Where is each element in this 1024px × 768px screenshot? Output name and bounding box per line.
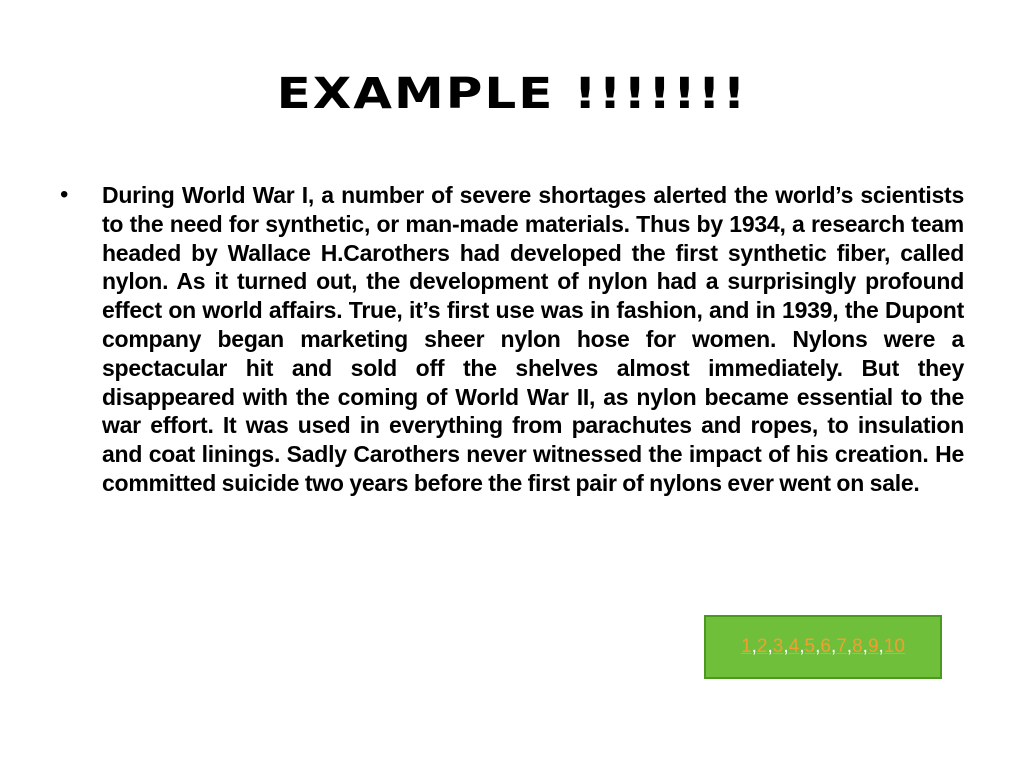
nav-separator: , (783, 636, 789, 657)
nav-link-9[interactable]: 9 (867, 636, 879, 657)
nav-separator: , (815, 636, 821, 657)
bullet-item (60, 181, 964, 498)
nav-link-5[interactable]: 5 (804, 636, 816, 657)
bullet-text: During World War I, a number of severe shortages alerted the world’s scientists to the need for synthetic, or man-made materials. Thus by 1934, a research team headed by Wallace H.Carothers had developed the first synthetic fiber, called nylon. As it turned out, the development of nylon had a surprisingly profound effect on world affairs. True, it’s first use was in fashion, and in 1939, the Dupont company began marketing sheer nylon hose for women. Nylons were a spectacular hit and sold off the shelves almost immediately. But they disappeared with the coming of World War II, as nylon became essential to the war effort. It was used in everything from parachutes and ropes, to insulation and coat linings. Sadly Carothers never witnessed the impact of his creation. He committed suicide two years before the first pair of nylons ever went on sale. (102, 182, 964, 496)
nav-link-8[interactable]: 8 (852, 636, 863, 657)
nav-link-2[interactable]: 2 (756, 636, 768, 657)
slide-title: EXAMPLE !!!!!!! (276, 68, 748, 119)
nav-link-3[interactable]: 3 (772, 636, 784, 657)
nav-link-10[interactable]: 10 (883, 636, 905, 657)
nav-separator: , (846, 636, 853, 657)
nav-link-4[interactable]: 4 (788, 636, 800, 657)
slide-nav-box (704, 615, 942, 679)
nav-separator: , (862, 636, 868, 657)
bullet-icon: • (60, 181, 69, 208)
nav-link-7[interactable]: 7 (836, 636, 847, 657)
bullet-list (60, 181, 964, 498)
nav-separator: , (751, 636, 757, 657)
nav-link-1[interactable]: 1 (741, 636, 752, 657)
nav-separator: , (799, 636, 805, 657)
nav-separator: , (878, 636, 884, 657)
nav-separator: , (767, 636, 773, 657)
nav-link-6[interactable]: 6 (820, 636, 831, 657)
nav-separator: , (830, 636, 837, 657)
